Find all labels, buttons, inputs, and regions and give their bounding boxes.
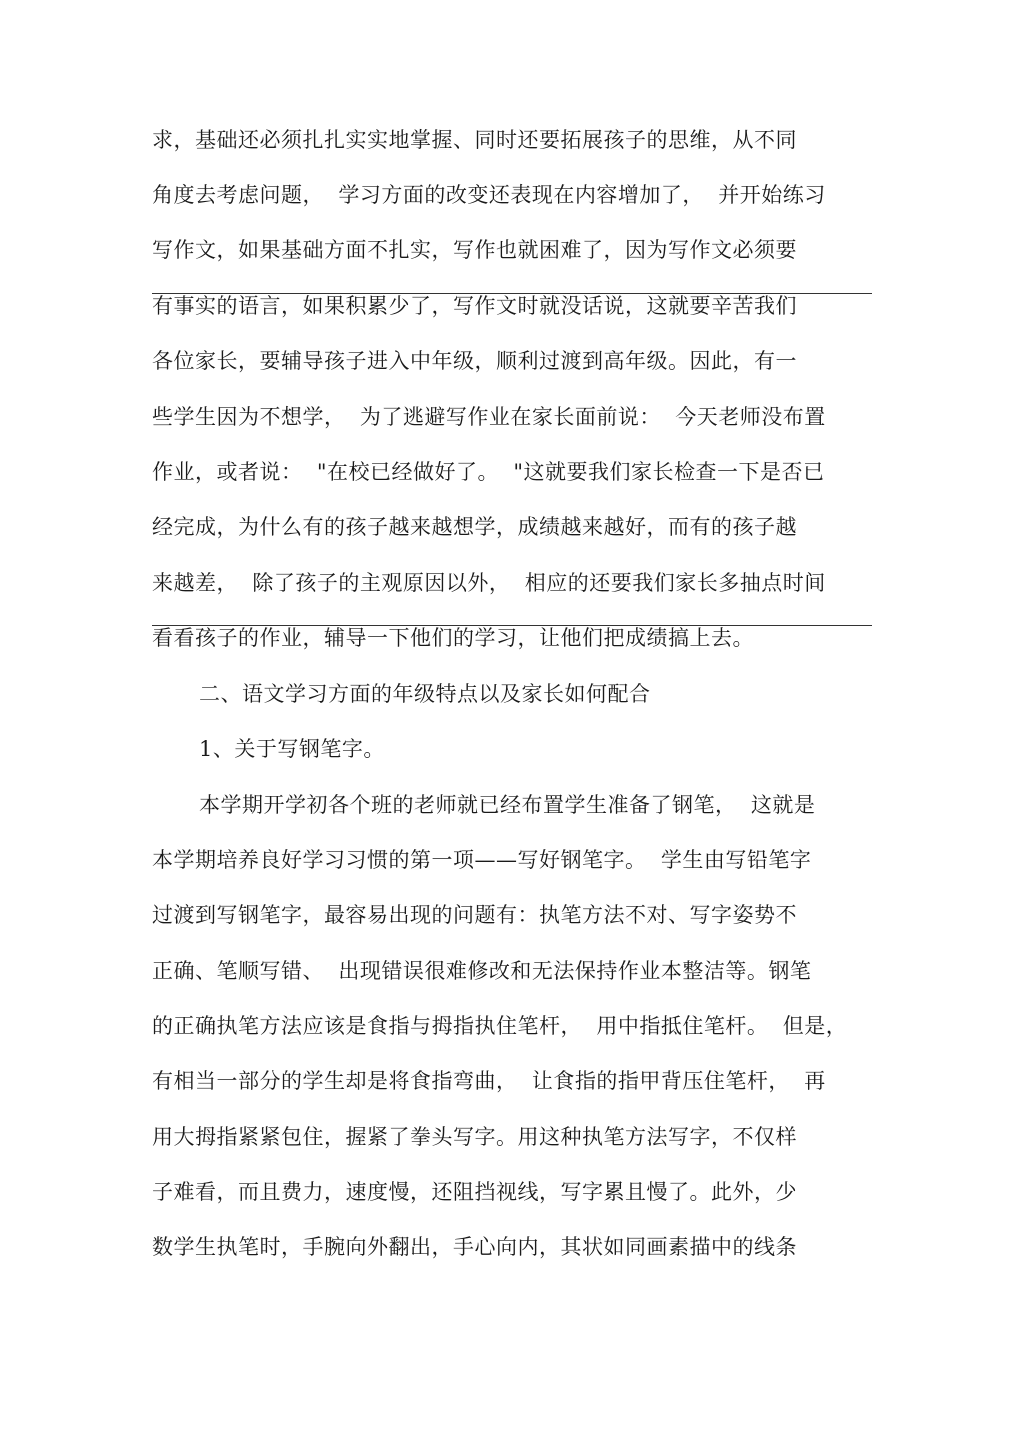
text-line: 有事实的语言，如果积累少了，写作文时就没话说，这就要辛苦我们 xyxy=(152,294,797,318)
text-line: 看看孩子的作业，辅导一下他们的学习，让他们把成绩搞上去。 xyxy=(152,626,754,650)
text-line: 各位家长，要辅导孩子进入中年级，顺利过渡到高年级。因此，有一 xyxy=(152,349,797,373)
text-line: 数学生执笔时，手腕向外翻出，手心向内，其状如同画素描中的线条 xyxy=(152,1235,797,1259)
text-line: 写作文，如果基础方面不扎实，写作也就困难了，因为写作文必须要 xyxy=(152,238,797,262)
text-line: 角度去考虑问题， 学习方面的改变还表现在内容增加了， 并开始练习 xyxy=(152,183,826,207)
text-line: 的正确执笔方法应该是食指与拇指执住笔杆， 用中指抵住笔杆。 但是， xyxy=(152,1014,848,1038)
text-line: 有相当一部分的学生却是将食指弯曲， 让食指的指甲背压住笔杆， 再 xyxy=(152,1069,826,1093)
text-line: 过渡到写钢笔字，最容易出现的问题有：执笔方法不对、写字姿势不 xyxy=(152,903,797,927)
text-line: 作业，或者说： "在校已经做好了。 "这就要我们家长检查一下是否已 xyxy=(152,460,825,484)
section-heading: 二、语文学习方面的年级特点以及家长如何配合 xyxy=(199,682,651,706)
text-line: 子难看，而且费力，速度慢，还阻挡视线，写字累且慢了。此外，少 xyxy=(152,1180,797,1204)
text-line: 用大拇指紧紧包住，握紧了拳头写字。用这种执笔方法写字，不仅样 xyxy=(152,1125,797,1149)
text-line: 经完成，为什么有的孩子越来越想学，成绩越来越好，而有的孩子越 xyxy=(152,515,797,539)
subheading: 1、关于写钢笔字。 xyxy=(199,737,385,761)
text-line: 正确、笔顺写错、 出现错误很难修改和无法保持作业本整洁等。钢笔 xyxy=(152,959,812,983)
text-line: 求，基础还必须扎扎实实地掌握、同时还要拓展孩子的思维，从不同 xyxy=(152,128,797,152)
text-line: 些学生因为不想学， 为了逃避写作业在家长面前说： 今天老师没布置 xyxy=(152,405,826,429)
text-line: 本学期培养良好学习习惯的第一项——写好钢笔字。 学生由写铅笔字 xyxy=(152,848,812,872)
text-line: 来越差， 除了孩子的主观原因以外， 相应的还要我们家长多抽点时间 xyxy=(152,571,826,595)
text-line: 本学期开学初各个班的老师就已经布置学生准备了钢笔， 这就是 xyxy=(199,793,816,817)
